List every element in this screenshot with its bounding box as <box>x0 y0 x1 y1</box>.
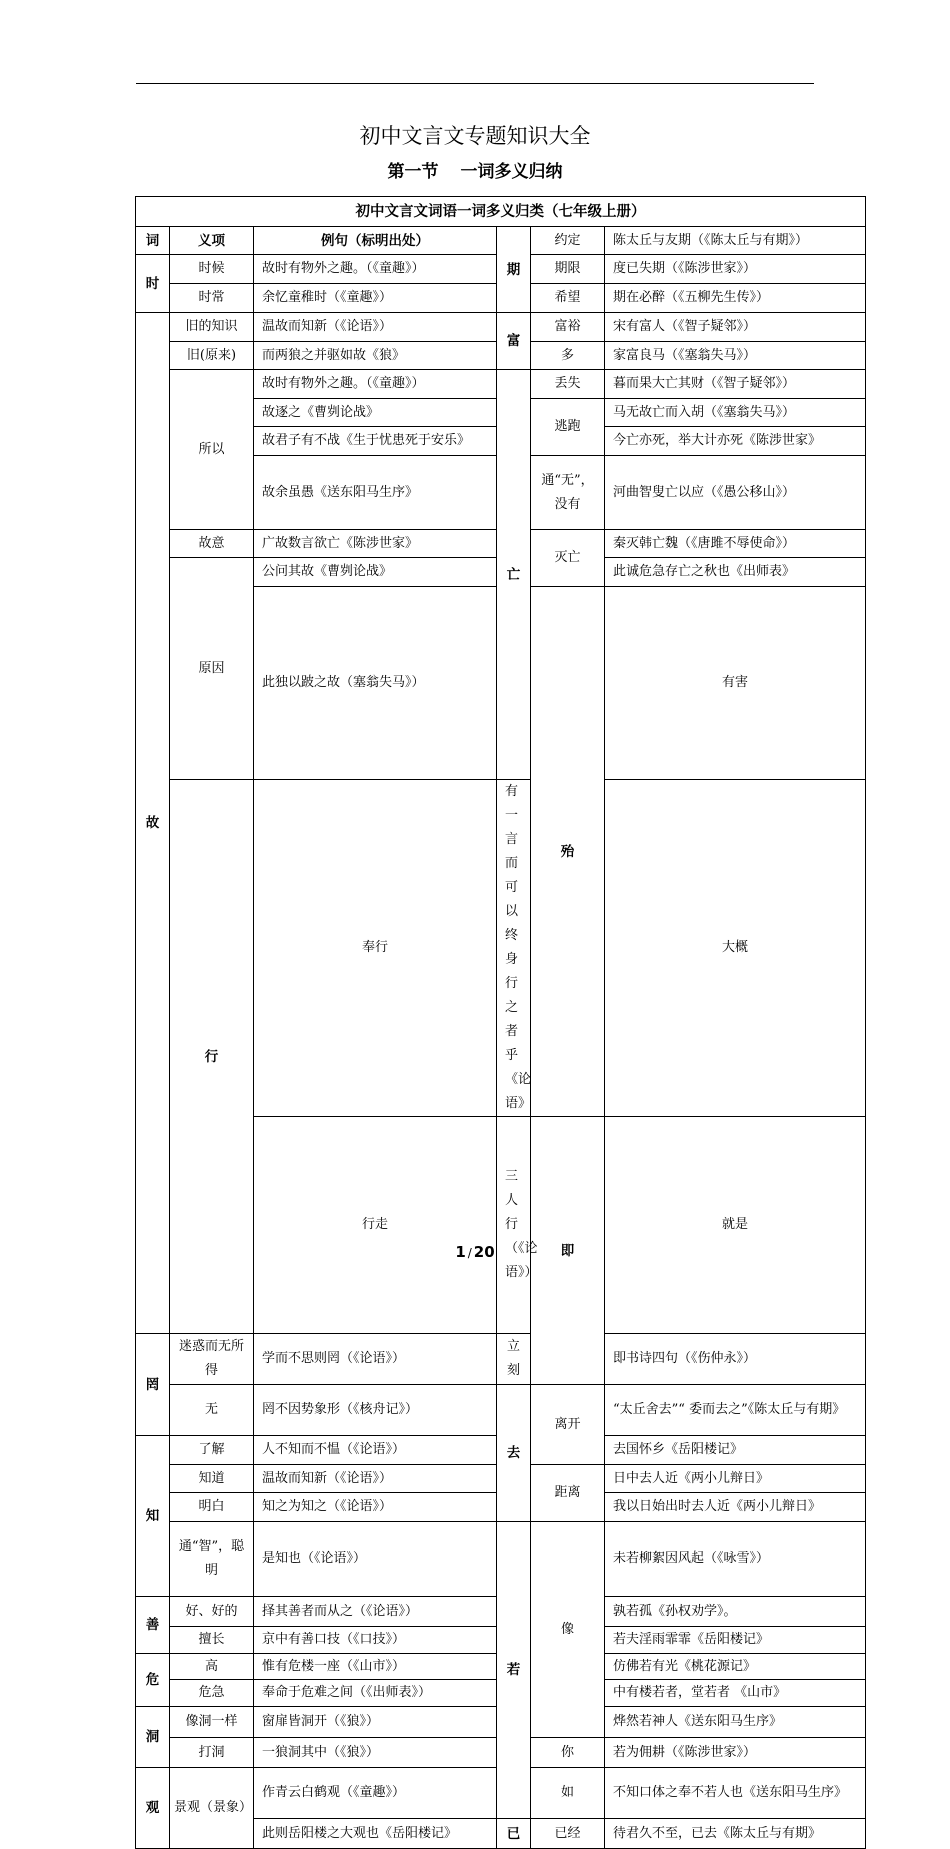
example-cell: 若为佣耕（《陈涉世家》） <box>605 1738 866 1768</box>
meaning-cell: 无 <box>170 1385 254 1436</box>
meaning-cell: 通“智”，聪明 <box>170 1522 254 1597</box>
meaning-cell: 旧的知识 <box>170 313 254 342</box>
example-cell: 罔不因势象形（《核舟记》） <box>254 1385 497 1436</box>
word-cell: 善 <box>136 1597 170 1654</box>
meaning-cell: 奉行 <box>254 780 497 1117</box>
header-word: 词 <box>136 227 170 255</box>
section-heading <box>0 160 950 184</box>
total-pages: 20 <box>473 1243 495 1261</box>
example-cell: 奉命于危难之间（《出师表》） <box>254 1680 497 1707</box>
example-cell: 知之为知之（《论语》） <box>254 1493 497 1522</box>
example-cell: 故时有物外之趣。（《童趣》） <box>254 255 497 284</box>
document-title: 初中文言文专题知识大全 <box>359 124 591 148</box>
example-cell: 中有楼若者，堂若者 《山市》 <box>605 1680 866 1707</box>
current-page: 1 <box>455 1243 466 1261</box>
example-cell: 一狼洞其中（《狼》） <box>254 1738 497 1768</box>
example-cell: 余忆童稚时（《童趣》） <box>254 284 497 313</box>
example-cell: 未若柳絮因风起（《咏雪》） <box>605 1522 866 1597</box>
meaning-cell: 多 <box>531 342 605 370</box>
example-cell: 人不知而不愠（《论语》） <box>254 1436 497 1465</box>
example-cell: 此则岳阳楼之大观也《岳阳楼记》 <box>254 1819 497 1849</box>
word-cell: 危 <box>136 1654 170 1707</box>
example-cell: 仿佛若有光《桃花源记》 <box>605 1654 866 1680</box>
example-cell: 故君子有不战《生于忧患死于安乐》 <box>254 427 497 456</box>
meaning-cell: 故意 <box>170 530 254 558</box>
meaning-cell: 行走 <box>254 1117 497 1334</box>
example-cell: 三人行（《论语》） <box>497 1117 531 1334</box>
meaning-cell: 期限 <box>531 255 605 284</box>
word-cell: 富 <box>497 313 531 370</box>
word-cell: 即 <box>531 1117 605 1385</box>
meaning-cell: 明白 <box>170 1493 254 1522</box>
meaning-cell: 大概 <box>605 780 866 1117</box>
meaning-cell: 已经 <box>531 1819 605 1849</box>
example-cell: 孰若孤《孙权劝学》。 <box>605 1597 866 1627</box>
word-cell: 故 <box>136 313 170 1334</box>
meaning-cell: 通“无”，没有 <box>531 456 605 530</box>
page-number <box>0 1243 950 1261</box>
section-number: 第一节 <box>387 162 439 182</box>
meaning-cell: 景观（景象） <box>170 1768 254 1849</box>
word-cell: 去 <box>497 1385 531 1522</box>
word-cell: 洞 <box>136 1707 170 1768</box>
example-cell: 即书诗四句（《伤仲永》） <box>605 1334 866 1385</box>
meaning-cell: 像洞一样 <box>170 1707 254 1738</box>
meaning-cell: 灭亡 <box>531 530 605 587</box>
meaning-cell: 迷惑而无所得 <box>170 1334 254 1385</box>
example-cell: 惟有危楼一座（《山市》） <box>254 1654 497 1680</box>
polysemy-table <box>135 196 866 1849</box>
meaning-cell: 知道 <box>170 1465 254 1493</box>
example-cell: 我以日始出时去人近《两小儿辩日》 <box>605 1493 866 1522</box>
example-cell: 是知也（《论语》） <box>254 1522 497 1597</box>
example-cell: 此独以跛之故（塞翁失马》） <box>254 587 497 780</box>
example-cell: 故余虽愚《送东阳马生序》 <box>254 456 497 530</box>
example-cell: 日中去人近《两小儿辩日》 <box>605 1465 866 1493</box>
example-cell: 暮而果大亡其财（《智子疑邻》） <box>605 370 866 399</box>
example-cell: 有一言而可以终身行之者乎《论语》 <box>497 780 531 1117</box>
meaning-cell: 好、好的 <box>170 1597 254 1627</box>
word-cell: 知 <box>136 1436 170 1597</box>
example-cell: 宋有富人（《智子疑邻》） <box>605 313 866 342</box>
meaning-cell: 希望 <box>531 284 605 313</box>
example-cell: “太丘舍去”“ 委而去之”《陈太丘与有期》 <box>605 1385 866 1436</box>
meaning-cell: 像 <box>531 1522 605 1738</box>
meaning-cell: 时候 <box>170 255 254 284</box>
example-cell: 窗扉皆洞开（《狼》） <box>254 1707 497 1738</box>
meaning-cell: 丢失 <box>531 370 605 399</box>
example-cell: 公问其故《曹刿论战》 <box>254 558 497 587</box>
example-cell: 作青云白鹤观（《童趣》） <box>254 1768 497 1819</box>
meaning-cell: 危急 <box>170 1680 254 1707</box>
header-example: 例句（标明出处） <box>254 227 497 255</box>
word-cell: 时 <box>136 255 170 313</box>
word-cell: 期 <box>497 227 531 313</box>
meaning-cell: 旧(原来) <box>170 342 254 370</box>
example-cell: 而两狼之并驱如故《狼》 <box>254 342 497 370</box>
example-cell: 家富良马（《塞翁失马》） <box>605 342 866 370</box>
meaning-cell: 富裕 <box>531 313 605 342</box>
meaning-cell: 距离 <box>531 1465 605 1522</box>
meaning-cell: 原因 <box>170 558 254 780</box>
example-cell: 若夫淫雨霏霏《岳阳楼记》 <box>605 1627 866 1654</box>
header-meaning: 义项 <box>170 227 254 255</box>
example-cell: 择其善者而从之（《论语》） <box>254 1597 497 1627</box>
example-cell: 温故而知新（《论语》） <box>254 313 497 342</box>
meaning-cell: 就是 <box>605 1117 866 1334</box>
example-cell: 京中有善口技（《口技》） <box>254 1627 497 1654</box>
meaning-cell: 时常 <box>170 284 254 313</box>
word-cell: 殆 <box>531 587 605 1117</box>
example-cell: 故时有物外之趣。（《童趣》） <box>254 370 497 399</box>
example-cell: 今亡亦死，举大计亦死《陈涉世家》 <box>605 427 866 456</box>
example-cell: 广故数言欲亡《陈涉世家》 <box>254 530 497 558</box>
meaning-cell: 离开 <box>531 1385 605 1465</box>
meaning-cell: 有害 <box>605 587 866 780</box>
example-cell: 学而不思则罔（《论语》） <box>254 1334 497 1385</box>
example-cell: 陈太丘与友期（《陈太丘与有期》） <box>605 227 866 255</box>
example-cell: 期在必醉（《五柳先生传》） <box>605 284 866 313</box>
meaning-cell: 你 <box>531 1738 605 1768</box>
meaning-cell: 高 <box>170 1654 254 1680</box>
word-cell: 亡 <box>497 370 531 780</box>
meaning-cell: 了解 <box>170 1436 254 1465</box>
header-rule <box>136 83 814 84</box>
example-cell: 不知口体之奉不若人也《送东阳马生序》 <box>605 1768 866 1819</box>
meaning-cell: 约定 <box>531 227 605 255</box>
meaning-cell: 所以 <box>170 370 254 530</box>
example-cell: 此诚危急存亡之秋也《出师表》 <box>605 558 866 587</box>
word-cell: 行 <box>170 780 254 1334</box>
meaning-cell: 逃跑 <box>531 399 605 456</box>
meaning-cell: 擅长 <box>170 1627 254 1654</box>
word-cell: 观 <box>136 1768 170 1849</box>
section-title: 一词多义归纳 <box>460 162 563 182</box>
word-cell: 已 <box>497 1819 531 1849</box>
example-cell: 河曲智叟亡以应（《愚公移山》） <box>605 456 866 530</box>
example-cell: 故逐之《曹刿论战》 <box>254 399 497 427</box>
meaning-cell: 立刻 <box>497 1334 531 1385</box>
table-caption: 初中文言文词语一词多义归类（七年级上册） <box>136 197 866 227</box>
example-cell: 马无故亡而入胡（《塞翁失马》） <box>605 399 866 427</box>
example-cell: 待君久不至，已去《陈太丘与有期》 <box>605 1819 866 1849</box>
example-cell: 温故而知新（《论语》） <box>254 1465 497 1493</box>
meaning-cell: 打洞 <box>170 1738 254 1768</box>
page-separator: / <box>467 1246 472 1260</box>
word-cell: 若 <box>497 1522 531 1819</box>
example-cell: 烨然若神人《送东阳马生序》 <box>605 1707 866 1738</box>
word-cell: 罔 <box>136 1334 170 1436</box>
example-cell: 度已失期（《陈涉世家》） <box>605 255 866 284</box>
meaning-cell: 如 <box>531 1768 605 1819</box>
example-cell: 秦灭韩亡魏（《唐雎不辱使命》） <box>605 530 866 558</box>
example-cell: 去国怀乡《岳阳楼记》 <box>605 1436 866 1465</box>
